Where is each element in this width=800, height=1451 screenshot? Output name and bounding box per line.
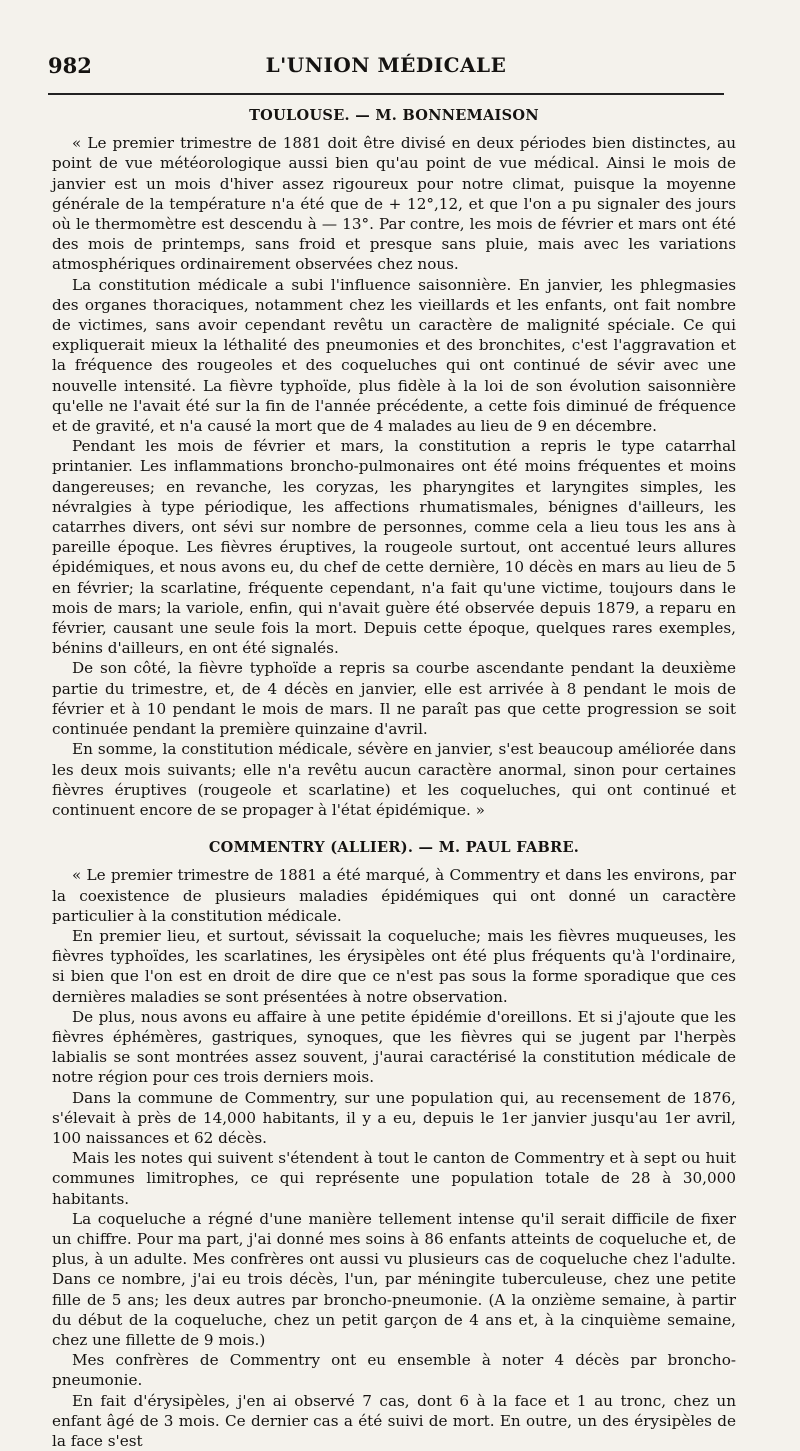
paragraph: « Le premier trimestre de 1881 doit être divisé en deux périodes bien distinctes, au point de vue météorologique aussi bien qu'au point de vue médical. Ainsi le mois de janvier est un mois d'hiver assez rigoureux pour notre climat, puisque la moyenne générale de la température n'a été que de + 12°,12, et que l'on a pu signaler des jours où le thermomètre est descendu à — 13°. Par contre, les mois de février et mars ont été des mois de printemps, sans froid et presque sans pluie, mais avec les variations atmosphériques ordinairement observées chez nous. (52, 134, 736, 274)
paragraph: De son côté, la fièvre typhoïde a repris sa courbe ascendante pendant la deuxième partie du trimestre, et, de 4 décès en janvier, elle est arrivée à 8 pendant le mois de février et à 10 pendant le mois de mars. Il ne paraît pas que cette progression se soit continuée pendant la première quinzaine d'avril. (52, 659, 736, 739)
section-heading-toulouse: TOULOUSE. — M. BONNEMAISON (249, 107, 539, 124)
paragraph: Mais les notes qui suivent s'étendent à tout le canton de Commentry et à sept ou huit communes limitrophes, ce qui représente une population totale de 28 à 30,000 habitants. (52, 1149, 736, 1208)
running-title: L'UNION MÉDICALE (265, 53, 507, 77)
paragraph: En premier lieu, et surtout, sévissait la coqueluche; mais les fièvres muqueuses, les fièvres typhoïdes, les scarlatines, les érysipèles ont été plus fréquents qu'à l'ordinaire, si bien que l'on est en droit de dire que ce n'est pas sous la forme sporadique que ces dernières maladies se sont présentées à notre observation. (52, 926, 736, 1006)
paragraph: Pendant les mois de février et mars, la constitution a repris le type catarrhal printanier. Les inflammations broncho-pulmonaires ont été moins fréquentes et moins dangereuses; en revanche, les coryzas, les pharyngites et laryngites simples, les névralgies à type périodique, les affections rhumatismales, bénignes d'ailleurs, les catarrhes divers, ont sévi sur nombre de personnes, comme cela a lieu tous les ans à pareille époque. Les fièvres éruptives, la rougeole surtout, ont accentué leurs allures épidémiques, et nous avons eu, du chef de cette dernière, 10 décès en mars au lieu de 5 en février; la scarlatine, fréquente cependant, n'a fait qu'une victime, toujours dans le mois de mars; la variole, enfin, qui n'avait guère été observée depuis 1879, a reparu en février, causant une seule fois la mort. Depuis cette époque, quelques rares exemples, bénins d'ailleurs, en ont été signalés. (52, 437, 736, 658)
paragraph: En fait d'érysipèles, j'en ai observé 7 cas, dont 6 à la face et 1 au tronc, chez un enfant âgé de 3 mois. Ce dernier cas a été suivi de mort. En outre, un des érysipèles de la face s'est (52, 1391, 736, 1450)
paragraph: Mes confrères de Commentry ont eu ensemble à noter 4 décès par broncho-pneumonie. (52, 1351, 736, 1390)
paragraph: Dans la commune de Commentry, sur une population qui, au recensement de 1876, s'élevait à près de 14,000 habitants, il y a eu, depuis le 1er janvier jusqu'au 1er avril, 100 naissances et 62 décès. (52, 1088, 736, 1147)
paragraph: « Le premier trimestre de 1881 a été marqué, à Commentry et dans les environs, par la coexistence de plusieurs maladies épidémiques qui ont donné un caractère particulier à la constitution médicale. (52, 866, 736, 925)
paragraph: En somme, la constitution médicale, sévère en janvier, s'est beaucoup améliorée dans les deux mois suivants; elle n'a revêtu aucun caractère anormal, sinon pour certaines fièvres éruptives (rougeole et scarlatine) et les coqueluches, qui ont continué et continuent encore de se propager à l'état épidémique. » (52, 740, 736, 819)
page-number: 982 (48, 53, 92, 78)
paragraph: La coqueluche a régné d'une manière tellement intense qu'il serait difficile de fixer un chiffre. Pour ma part, j'ai donné mes soins à 86 enfants atteints de coqueluche et, de plus, à un adulte. Mes confrères ont aussi vu plusieurs cas de coqueluche chez l'adulte. Dans ce nombre, j'ai eu trois décès, l'un, par méningite tuberculeuse, chez une petite fille de 5 ans; les deux autres par broncho-pneumonie. (A la onzième semaine, à partir du début de la coqueluche, chez un petit garçon de 4 ans et, à la cinquième semaine, chez une fillette de 9 mois.) (52, 1209, 736, 1349)
article-body (52, 106, 736, 1451)
paragraph: La constitution médicale a subi l'influence saisonnière. En janvier, les phlegmasies des organes thoraciques, notamment chez les vieillards et les enfants, ont fait nombre de victimes, sans avoir cependant revêtu un caractère de malignité spéciale. Ce qui expliquerait mieux la léthalité des pneumonies et des bronchites, c'est l'aggravation et la fréquence des rougeoles et des coqueluches qui ont continué de sévir avec une nouvelle intensité. La fièvre typhoïde, plus fidèle à la loi de son évolution saisonnière qu'elle ne l'avait été sur la fin de l'année précédente, a cette fois diminué de fréquence et de gravité, et n'a causé la mort que de 4 malades au lieu de 9 en décembre. (52, 275, 736, 436)
section-heading-commentry: COMMENTRY (ALLIER). — M. PAUL FABRE. (208, 839, 580, 857)
page-header (48, 53, 724, 83)
paragraph: De plus, nous avons eu affaire à une petite épidémie d'oreillons. Et si j'ajoute que les fièvres éphémères, gastriques, synoques, que les fièvres qui se jugent par l'herpès labialis se sont montrées assez souvent, j'aurai caractérisé la constitution médicale de notre région pour ces trois derniers mois. (52, 1007, 736, 1087)
header-rule (48, 93, 724, 95)
